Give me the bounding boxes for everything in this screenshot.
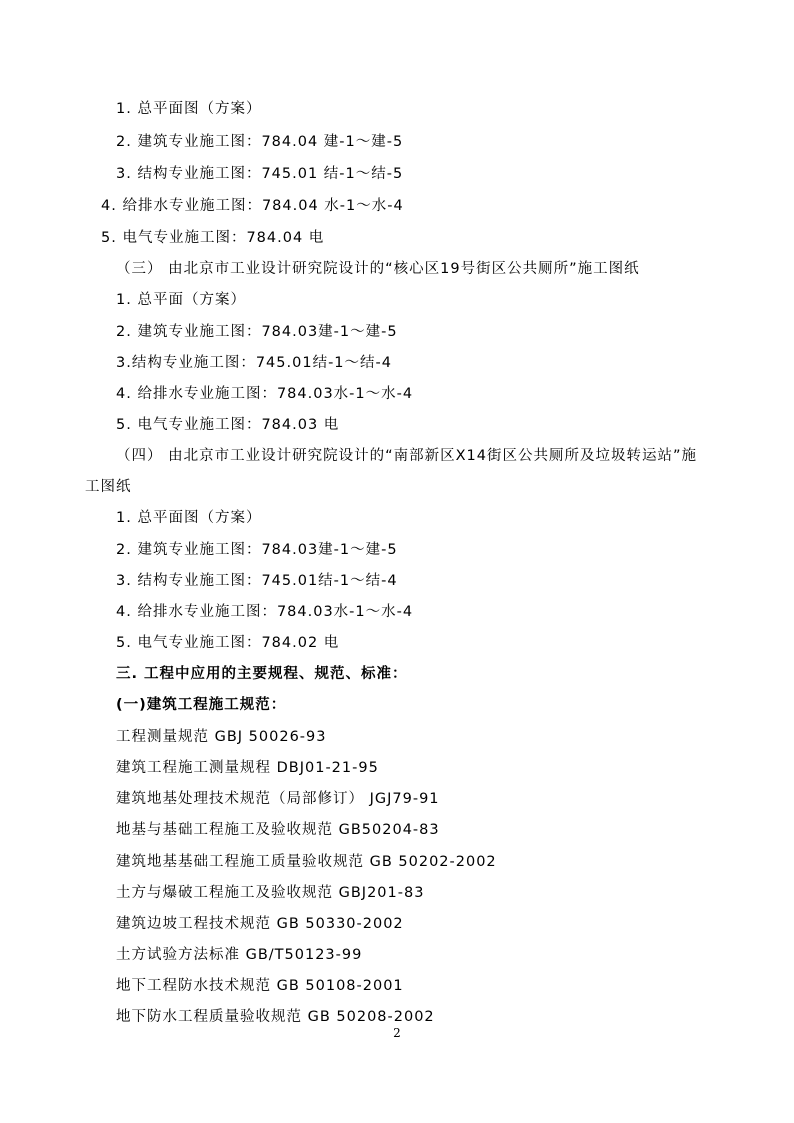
list-item: 3.结构专业施工图：745.01结-1～结-4 — [116, 355, 392, 371]
section-heading-continuation: 工图纸 — [85, 479, 132, 495]
list-item: 2. 建筑专业施工图：784.03建-1～建-5 — [116, 542, 398, 558]
standard-item: 地下工程防水技术规范 GB 50108-2001 — [116, 978, 404, 994]
standard-item: 工程测量规范 GBJ 50026-93 — [116, 729, 327, 745]
list-item: 3. 结构专业施工图：745.01结-1～结-4 — [116, 573, 398, 589]
list-item: 1. 总平面图（方案） — [116, 510, 262, 526]
list-item: 4. 给排水专业施工图：784.03水-1～水-4 — [116, 386, 414, 402]
section-heading: （三） 由北京市工业设计研究院设计的“核心区19号街区公共厕所”施工图纸 — [116, 261, 640, 277]
chapter-heading: 三. 工程中应用的主要规程、规范、标准： — [116, 666, 408, 682]
standard-item: 建筑地基处理技术规范（局部修订） JGJ79-91 — [116, 791, 440, 807]
page-number: 2 — [393, 1026, 401, 1040]
list-item: 4. 给排水专业施工图：784.03水-1～水-4 — [116, 604, 414, 620]
standard-item: 土方与爆破工程施工及验收规范 GBJ201-83 — [116, 885, 425, 901]
list-item: 2. 建筑专业施工图：784.04 建-1～建-5 — [116, 134, 404, 150]
standard-item: 土方试验方法标准 GB/T50123-99 — [116, 947, 363, 963]
list-item: 2. 建筑专业施工图：784.03建-1～建-5 — [116, 324, 398, 340]
section-heading: （四） 由北京市工业设计研究院设计的“南部新区X14街区公共厕所及垃圾转运站”施 — [116, 448, 698, 464]
list-item: 3. 结构专业施工图：745.01 结-1～结-5 — [116, 166, 404, 182]
list-item: 5. 电气专业施工图：784.03 电 — [116, 417, 340, 433]
list-item: 1. 总平面（方案） — [116, 292, 246, 308]
standard-item: 建筑边坡工程技术规范 GB 50330-2002 — [116, 916, 404, 932]
list-item: 5. 电气专业施工图：784.02 电 — [116, 635, 340, 651]
list-item: 1. 总平面图（方案） — [116, 101, 262, 117]
list-item: 5. 电气专业施工图：784.04 电 — [101, 230, 325, 246]
standard-item: 建筑工程施工测量规程 DBJ01-21-95 — [116, 760, 379, 776]
standard-item: 地下防水工程质量验收规范 GB 50208-2002 — [116, 1009, 435, 1025]
list-item: 4. 给排水专业施工图：784.04 水-1～水-4 — [101, 198, 404, 214]
standard-item: 建筑地基基础工程施工质量验收规范 GB 50202-2002 — [116, 854, 497, 870]
standard-item: 地基与基础工程施工及验收规范 GB50204-83 — [116, 822, 440, 838]
subsection-heading: (一)建筑工程施工规范： — [116, 697, 287, 713]
